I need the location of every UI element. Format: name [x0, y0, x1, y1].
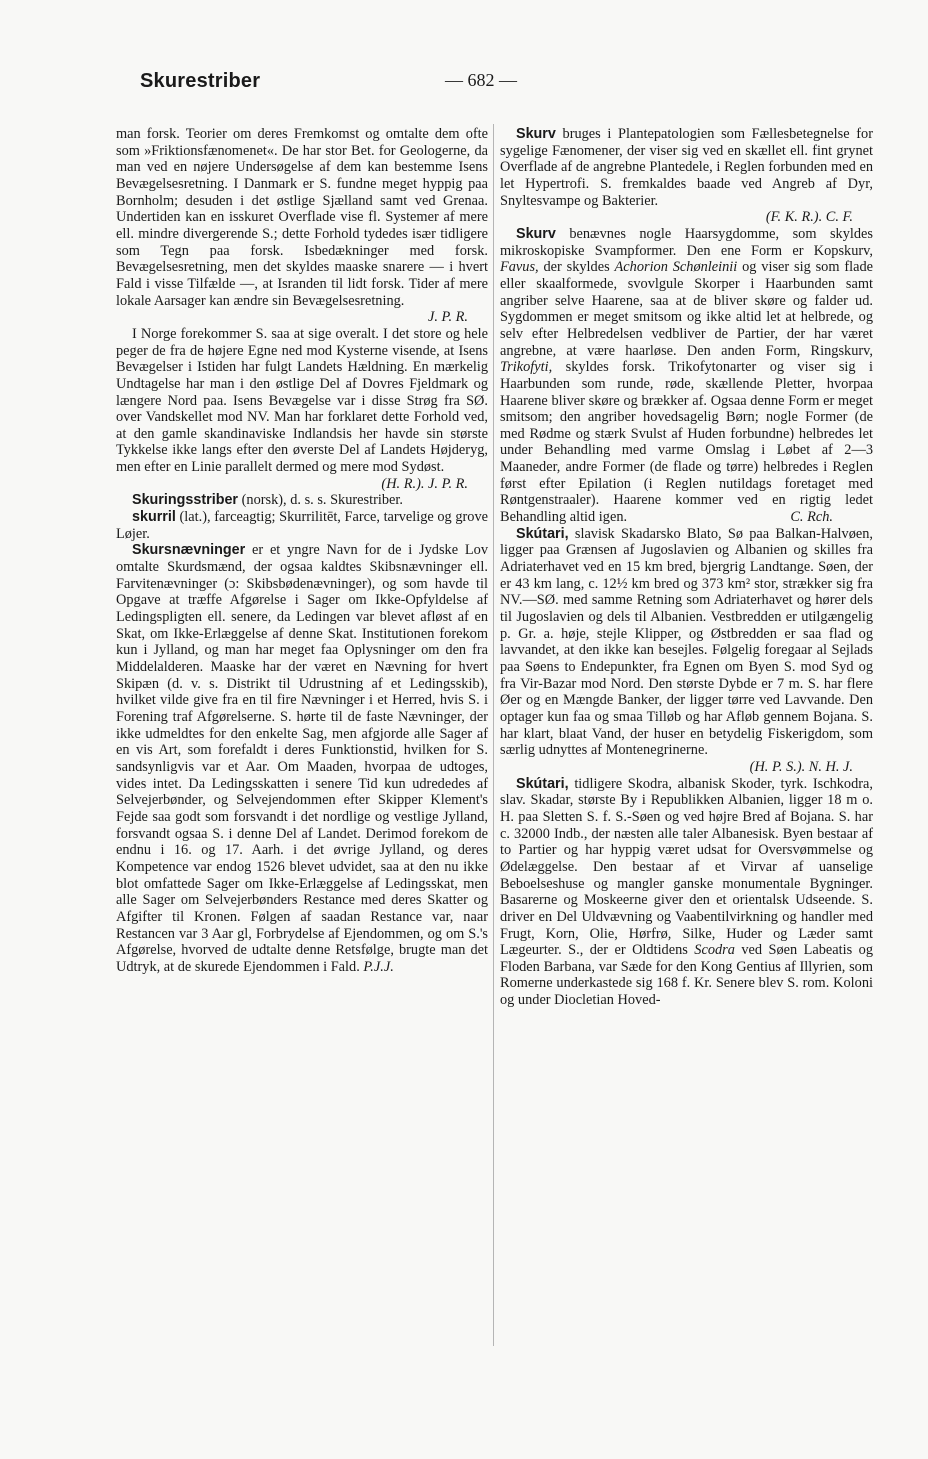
- entry-text: (norsk), d. s. s. Skurestriber.: [241, 492, 403, 509]
- paragraph-skurestriber-continued: man forsk. Teorier om deres Fremkomst og omtalte dem ofte som »Friktionsfænomenet«. De har stor Bet. for Geologerne, da man ved en nøjere Undersøgelse af dem kan bestemme Isens Bevægelsesretning. I Danmark er S. fundne meget hyppig paa Bornholm; desuden i det østlige Sjælland samt ved Grenaa. Undertiden kan en isskuret Overflade vise fl. Systemer af mere ell. mindre divergerende S.; dette Forhold tydedes især tidligere som Tegn paa forsk. Isbedækninger med forsk. Bevægelsesretning, men det skyldes maaske snarere — i hvert Fald i visse Tilfælde —, at Isranden til lidt forsk. Tider af mere lokale Aarsager kan ændre sin Bevægelsesretning.: [116, 126, 488, 309]
- left-column: [116, 126, 488, 975]
- entry-text: ved Søen Labeatis og Floden Barbana, var Sæde for den Kong Gentius af Illyrien, som Romerne underkastede sig 168 f. Kr. Senere blev S. rom. Koloni og under Diocletian Hoved-: [500, 942, 873, 1009]
- entry-text: skyldes forsk. Trikofytonarter og viser sig i Haarbunden som runde, røde, skællende Pletter, hvorpaa Haarene bliver skøre og brækker af. Ogsaa denne Form er meget smitsom; den angriber hovedsagelig Børn; nogle Former (de med Rødme og stærk Svulst af Huden forbundne) helbredes let under Behandling med varme Omslag i Løbet af 2—3 Maaneder, andre Former (de flade og tørre) helbredes i Reglen først efter Epilation (i Reglen nutildags foretaget med Røntgenstraaler). Haarene kommer ved en rigtig ledet Behandling altid igen.: [500, 359, 873, 526]
- headword: Skursnævninger: [132, 542, 246, 559]
- running-head: Skurestriber: [140, 70, 261, 92]
- entry-text: benævnes nogle Haarsygdomme, som skyldes mikroskopiske Svampformer. Den ene Form er Kopskurv,: [500, 225, 873, 259]
- entry-italic: Scodra: [694, 942, 735, 959]
- entry-text: der skyldes: [543, 259, 610, 276]
- signature: P.J.J.: [363, 958, 394, 975]
- headword: Skuringsstriber: [132, 492, 239, 509]
- headword: Skútari,: [516, 775, 569, 792]
- entry-text: (lat.), farceagtig; Skurrilitēt, Farce, tarvelige og grove Løjer.: [116, 509, 489, 542]
- entry-skurv-hair: [500, 226, 873, 526]
- entry-text: er et yngre Navn for de i Jydske Lov omtalte Skurdsmænd, der ogsaa kaldtes Skibsnævninger ell. Farvitenævninger (ɔ: Skibsbødenævninger), og som havde til Opgave at træffe Afgørelse i Sager om Ikke-Opfyldelse af Ledingspligten ell. senere, da Ledingen var blevet afløst af en Skat, om Ikke-Erlæggelse af denne Skat. Institutionen forekom kun i Jylland, og man har meget faa Oplysninger om den fra Middelalderen. Maaske har der været en Nævning for hvert Skipæn (d. v. s. Distrikt til Udrustning af et Ledingsskib), hvilket vilde give fra en til fire Nævninger i et Herred, hvis S. i Forening traf Afgørelserne. S. hørte til de faste Nævninger, der ikke udmeldtes for den enkelte Sag, men afgjorde alle Sager af en vis Art, som forefaldt i deres Funktionstid, hvilken for S. sandsynligvis var et Aar. Om Maaden, hvorpaa de udtoges, vides intet. Da Ledingsskatten i senere Tid kun udrededes af Selvejerbønder, og Selvejendommen efter Skipper Klement's Fejde saa godt som forsvandt i det nordlige og vestlige Jylland, forsvandt ogsaa S. i denne Del af Landet. Derimod forekom de endnu i 16. og 17. Aarh. i det øvrige Jylland, og deres Kompetence var endog 1526 blevet udvidet, saa at den nu ikke blot omfattede Sager om Ikke-Erlæggelse af Ledingsskat, men alle Sager om Selvejerbønders Restance med deres Skatter og Afgifter til Kronen. Følgen af saadan Restance var, naar Restancen var 3 Aar gl, Forbrydelse af Ejendommen, og om S.'s Afgørelse, hvorved de udtalte denne Retsfølge, brugte man det Udtryk, at de skurede Ejendommen i Fald.: [116, 542, 488, 975]
- headword: Skurv: [516, 126, 556, 142]
- right-column: [500, 126, 873, 1009]
- headword: Skurv: [516, 225, 556, 242]
- entry-text: og viser sig som flade eller skaalformede, svovlgule Skorper i Haarbunden samt angriber selve Haarene, saa at de bliver skøre og falder ud. Sygdommen er meget smitsom og ikke altid let at helbrede, og selv efter Helbredelsen vedbliver de Partier, der har været angrebne, at være haarløse. Den anden Form, Ringskurv,: [500, 259, 873, 359]
- signature: C. Rch.: [790, 509, 833, 526]
- entry-italic: Favus,: [500, 259, 539, 276]
- entry-skursnaevninger: [116, 542, 488, 975]
- entry-text: bruges i Plantepatologien som Fællesbetegnelse for sygelige Fænomener, der viser sig ved en skællet ell. fint grynet Overflade af de angrebne Plantedele, i Reglen forbunden med en let Hypertrofi. S. fremkaldes baade ved Angreb af Dyr, Snyltesvampe og Bakterier.: [500, 126, 873, 209]
- entry-italic: Achorion Schønleinii: [614, 259, 738, 276]
- entry-skurril: [116, 509, 488, 542]
- signature: (H. P. S.). N. H. J.: [749, 758, 853, 775]
- headword: Skútari,: [516, 525, 569, 542]
- entry-text: slavisk Skadarsko Blato, Sø paa Balkan-Halvøen, ligger paa Grænsen af Jugoslavien og Albanien og skilles fra Adriaterhavet ved en 15 km bred, bjergrig Landtange. Søen, der er 43 km lang, c. 12½ km bred og 373 km² stor, strækker sig fra NV.—SØ. med samme Retning som Adriaterhavet og hører dels til Jugoslavien og dels til Albanien. Vestbredden er utilgængelig p. Gr. a. høje, stejle Klipper, og Østbredden er saa flad og lavvandet, at den ikke kan besejles. Følgelig foregaar al Sejlads paa Søens to Endepunkter, fra Egnen om Byen S. mod Syd og fra Vir-Bazar mod Nord. Den største Dybde er 7 m. S. har flere Øer og en Mængde Banker, der ligger tørre ved Lavvande. Den optager kun faa og smaa Tilløb og har Afløb gennem Bojana. S. har klart, blaat Vand, der huser en betydelig Fiskerigdom, som særlig udnyttes af Montenegrinerne.: [500, 525, 873, 759]
- column-divider: [493, 124, 494, 1346]
- page-number: — 682 —: [445, 70, 517, 90]
- entry-skurv-plants: [500, 126, 873, 209]
- signature: (H. R.). J. P. R.: [381, 475, 468, 492]
- entry-skutari-lake: [500, 526, 873, 759]
- entry-skuringsstriber: [116, 492, 488, 509]
- signature: (F. K. R.). C. F.: [765, 209, 853, 226]
- entry-skutari-city: [500, 776, 873, 1009]
- signature: J. P. R.: [428, 309, 468, 326]
- headword: skurril: [132, 509, 176, 526]
- entry-italic: Trikofyti,: [500, 359, 553, 376]
- paragraph-norway: I Norge forekommer S. saa at sige overalt. I det store og hele peger de fra de højere Egne ned mod Kysterne visende, at Isens Bevægelser i Istiden har fulgt Landets Hældning. En mærkelig Undtagelse har man i den østlige Del af Dovres Fjeldmark og længere Nord paa. Isens Bevægelse var i disse Strøg fra SØ. over Vandskellet mod NV. Man har forklaret dette Forhold ved, at den gamle skandinaviske Indlandsis her havde sin største Tykkelse ikke langs efter den øverste Del af Landets Højderyg, men efter en Linie parallelt dermed og mere mod Sydøst.: [116, 325, 488, 476]
- entry-text: tidligere Skodra, albanisk Skoder, tyrk. Ischkodra, slav. Skadar, største By i Republikken Albanien, ligger 18 m o. H. paa Sletten S. f. S.-Søen og ved højre Bred af Bojana. S. har c. 32000 Indb., der næsten alle taler Albanesisk. Byen bestaar af to Partier og har hyppig været udsat for Oversvømmelse og Ødelæggelse. Den bestaar af et Virvar af uanselige Beboelseshuse og mangler ganske monumentale Bygninger. Basarerne og Moskeerne giver den et orientalsk Udseende. S. driver en Del Uldvævning og Vaabentilvirkning og handler med Frugt, Korn, Olie, Hørfrø, Silke, Huder og Læder samt Lægeurter. S., der er Oldtidens: [500, 775, 873, 959]
- page-header: [115, 70, 860, 104]
